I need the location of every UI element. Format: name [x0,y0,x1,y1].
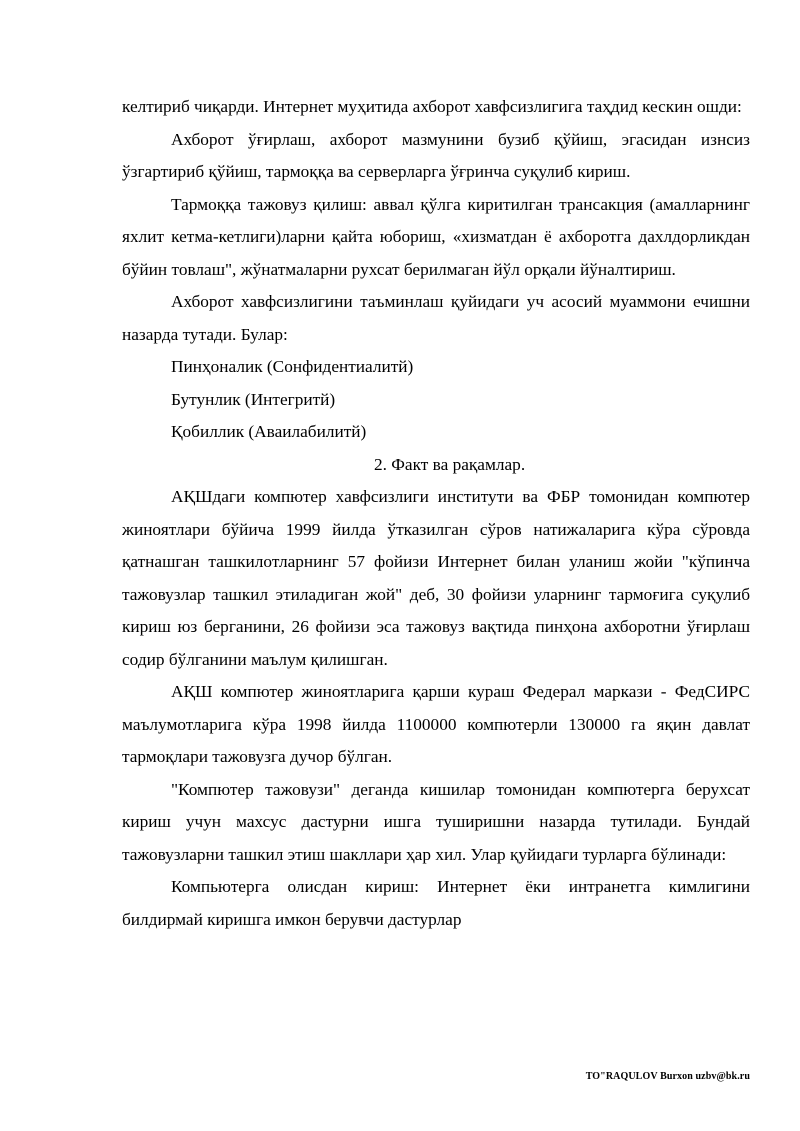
paragraph-security-problems: Ахборот хавфсизлигини таъминлаш қуйидаги уч асосий муаммони ечишни назарда тутади. Булар: [122,292,750,344]
section-heading-facts: 2. Факт ва рақамлар. [374,454,526,474]
paragraph-fedcirc: АҚШ компютер жиноятларига қарши кураш Федерал маркази - ФедСИРС маълумотларига кўра 1998 йилда 1100000 компютерли 130000 га яқин давлат тармоқлари тажовузга дучор бўлган. [122,682,750,766]
paragraph-remote-access: Компьютерга олисдан кириш: Интернет ёки интранетга кимлигини билдирмай киришга имкон берувчи дастурлар [122,877,750,929]
paragraph-information-theft: Ахборот ўғирлаш, ахборот мазмунини бузиб қўйиш, эгасидан изнсиз ўзгартириб қўйиш, тармоққа ва серверларга ўғринча суқулиб кириш. [122,129,750,181]
paragraph-fbi-survey: АҚШдаги компютер хавфсизлиги институти ва ФБР томонидан компютер жиноятлари бўйича 1999 йилда ўтказилган сўров натижаларига кўра сўровда қатнашган ташкилотларнинг 57 фойизи Интернет билан уланиш жойи "кўпинча тажовузлар ташкил этиладиган жой" деб, 30 фойизи уларнинг тармоғига суқулиб кириш юз берганини, 26 фойизи эса тажовуз вақтида пинҳона ахборотни ўғирлаш содир бўлганини маълум қилишган. [122,487,750,669]
list-item-confidentiality: Пинҳоналик (Сонфидентиалитй) [171,357,414,376]
document-body [122,91,750,936]
list-item-availability: Қобиллик (Аваилабилитй) [171,422,367,441]
paragraph-network-attack: Тармоққа тажовуз қилиш: аввал қўлга киритилган трансакция (амалларнинг яхлит кетма-кетлиги)ларни қайта юбориш, «хизматдан ё ахборотга дахлдорликдан бўйин товлаш", жўнатмаларни рухсат берилмаган йўл орқали йўналтириш. [122,194,750,279]
paragraph-intro-continuation: келтириб чиқарди. Интернет муҳитида ахборот хавфсизлигига таҳдид кескин ошди: [122,97,742,116]
list-item-integrity: Бутунлик (Интегритй) [171,389,336,409]
paragraph-computer-attack-definition: "Компютер тажовузи" деганда кишилар томонидан компютерга берухсат кириш учун махсус дастурни ишга туширишни назарда тутилади. Бундай тажовузларни ташкил этиш шакллари ҳар хил. Улар қуйидаги турларга бўлинади: [122,779,750,864]
page-footer-author: TO"RAQULOV Burxon uzbv@bk.ru [585,1071,750,1082]
